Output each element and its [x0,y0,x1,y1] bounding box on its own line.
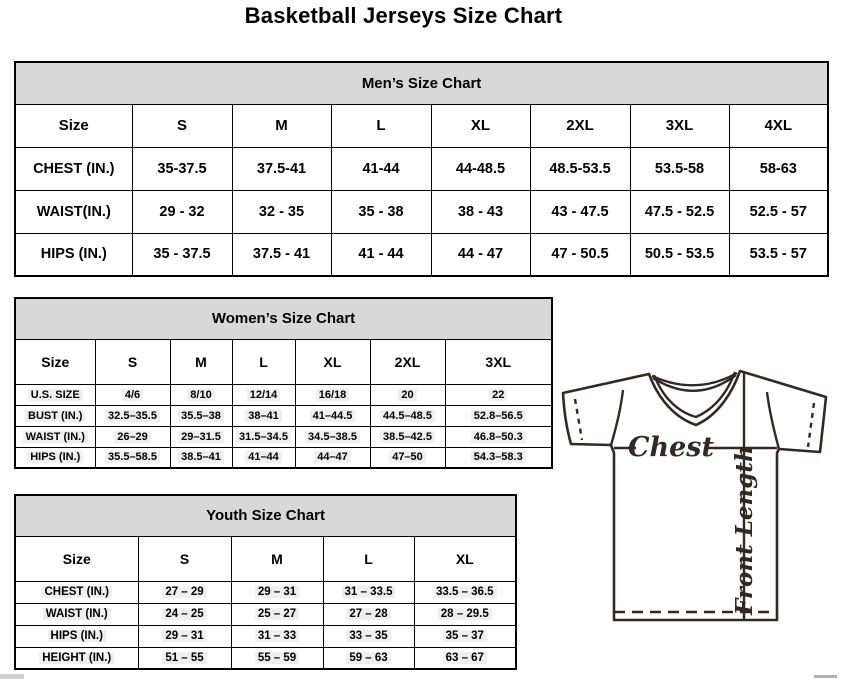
youth-data-row [15,647,516,669]
womens-row-label [15,447,95,468]
womens-value-cell [170,384,232,405]
youth-row-label [15,647,138,669]
mens-value-cell: 53.5-58 [630,147,729,190]
youth-cell-text: HEIGHT (IN.) [39,652,114,664]
mens-column-header: Size [15,104,132,147]
womens-column-header: 2XL [370,339,445,384]
mens-data-row [15,233,828,276]
youth-column-header: M [231,536,323,581]
womens-value-cell [232,447,295,468]
youth-cell-text: 28 – 29.5 [438,608,492,620]
mens-value-cell: 41-44 [331,147,431,190]
youth-value-cell [138,603,231,625]
womens-column-header: S [95,339,170,384]
mens-value-cell: 53.5 - 57 [729,233,828,276]
youth-cell-text: 35 – 37 [443,630,487,642]
youth-cell-text: 55 – 59 [255,652,299,664]
womens-data-row [15,426,552,447]
womens-value-cell [95,447,170,468]
womens-row-label [15,384,95,405]
youth-cell-text: HIPS (IN.) [48,630,106,642]
womens-data-row [15,447,552,468]
youth-cell-text: 29 – 31 [162,630,206,642]
womens-cell-text: 38.5–42.5 [380,431,435,443]
mens-table-title: Men’s Size Chart [15,62,828,104]
page-title: Basketball Jerseys Size Chart [244,3,563,28]
mens-column-header: 3XL [630,104,729,147]
youth-data-row [15,581,516,603]
womens-cell-text: 41–44 [245,451,282,463]
youth-cell-text: CHEST (IN.) [41,586,112,598]
womens-value-cell [445,426,552,447]
youth-cell-text: 59 – 63 [346,652,390,664]
womens-row-label [15,405,95,426]
youth-value-cell [414,625,516,647]
womens-value-cell [232,426,295,447]
womens-cell-text: 44–47 [314,451,351,463]
mens-column-header: 2XL [530,104,630,147]
womens-value-cell [370,447,445,468]
womens-cell-text: 26–29 [114,431,151,443]
mens-column-header: L [331,104,431,147]
womens-title-row [15,298,552,339]
mens-value-cell: 48.5-53.5 [530,147,630,190]
womens-cell-text: 38–41 [245,410,282,422]
mens-data-row [15,190,828,233]
youth-column-header: XL [414,536,516,581]
womens-cell-text: 44.5–48.5 [380,410,435,422]
mens-column-header: M [232,104,331,147]
mens-column-header: XL [431,104,530,147]
womens-cell-text: 46.8–50.3 [471,431,526,443]
womens-column-header: 3XL [445,339,552,384]
youth-value-cell [414,603,516,625]
womens-value-cell [232,384,295,405]
womens-value-cell [445,447,552,468]
youth-cell-text: 25 – 27 [255,608,299,620]
womens-cell-text: 29–31.5 [178,431,224,443]
womens-value-cell [170,426,232,447]
womens-column-header: M [170,339,232,384]
womens-cell-text: 32.5–35.5 [105,410,160,422]
bottom-left-fragment [0,674,24,679]
youth-cell-text: 31 – 33.5 [342,586,396,598]
mens-value-cell: 35 - 37.5 [132,233,232,276]
youth-row-label [15,603,138,625]
womens-cell-text: 47–50 [389,451,426,463]
youth-value-cell [323,603,414,625]
youth-size-table [14,494,517,670]
mens-value-cell: 43 - 47.5 [530,190,630,233]
youth-value-cell [138,647,231,669]
womens-value-cell [370,405,445,426]
womens-value-cell [370,384,445,405]
youth-value-cell [231,603,323,625]
womens-data-row [15,384,552,405]
womens-cell-text: 22 [489,389,507,401]
youth-cell-text: 27 – 29 [162,586,206,598]
mens-value-cell: 41 - 44 [331,233,431,276]
mens-row-label: CHEST (IN.) [15,147,132,190]
womens-cell-text: 54.3–58.3 [471,451,526,463]
youth-cell-text: 33.5 – 36.5 [433,586,497,598]
mens-value-cell: 52.5 - 57 [729,190,828,233]
womens-header-row [15,339,552,384]
womens-cell-text: 4/6 [122,389,143,401]
youth-value-cell [414,647,516,669]
womens-column-header: XL [295,339,370,384]
womens-cell-text: 20 [398,389,416,401]
collar-back-arc-lower [653,375,736,391]
youth-value-cell [323,625,414,647]
mens-header-row [15,104,828,147]
youth-data-row [15,625,516,647]
mens-value-cell: 35 - 38 [331,190,431,233]
mens-data-row [15,147,828,190]
youth-cell-text: 63 – 67 [443,652,487,664]
youth-cell-text: 33 – 35 [346,630,390,642]
womens-value-cell [95,405,170,426]
womens-value-cell [170,405,232,426]
womens-value-cell [95,384,170,405]
womens-size-table [14,297,553,469]
womens-cell-text: 16/18 [316,389,350,401]
youth-cell-text: 31 – 33 [255,630,299,642]
womens-cell-text: 31.5–34.5 [236,431,291,443]
womens-data-row [15,405,552,426]
womens-cell-text: 38.5–41 [178,451,224,463]
womens-cell-text: 35.5–38 [178,410,224,422]
mens-value-cell: 37.5-41 [232,147,331,190]
womens-value-cell [295,426,370,447]
mens-row-label: WAIST(IN.) [15,190,132,233]
youth-title-row [15,495,516,536]
mens-value-cell: 50.5 - 53.5 [630,233,729,276]
youth-value-cell [231,647,323,669]
mens-value-cell: 37.5 - 41 [232,233,331,276]
mens-title-row [15,62,828,104]
youth-data-row [15,603,516,625]
youth-value-cell [323,647,414,669]
jersey-outline [563,371,826,620]
mens-value-cell: 44-48.5 [431,147,530,190]
womens-cell-text: 8/10 [187,389,214,401]
mens-value-cell: 58-63 [729,147,828,190]
mens-row-label: HIPS (IN.) [15,233,132,276]
mens-column-header: 4XL [729,104,828,147]
womens-cell-text: 52.8–56.5 [471,410,526,422]
womens-cell-text: HIPS (IN.) [27,451,83,463]
womens-cell-text: 41–44.5 [310,410,356,422]
mens-value-cell: 38 - 43 [431,190,530,233]
youth-table-title: Youth Size Chart [15,495,516,536]
youth-cell-text: WAIST (IN.) [43,608,111,620]
womens-value-cell [445,384,552,405]
womens-cell-text: BUST (IN.) [25,410,85,422]
mens-size-table [14,61,829,277]
youth-cell-text: 27 – 28 [346,608,390,620]
youth-value-cell [414,581,516,603]
womens-table-title: Women’s Size Chart [15,298,552,339]
womens-value-cell [295,447,370,468]
youth-value-cell [138,625,231,647]
mens-value-cell: 35-37.5 [132,147,232,190]
womens-cell-text: WAIST (IN.) [23,431,88,443]
jersey-measurement-diagram [556,363,843,630]
womens-column-header: L [232,339,295,384]
womens-value-cell [370,426,445,447]
youth-row-label [15,625,138,647]
womens-cell-text: 35.5–58.5 [105,451,160,463]
bottom-right-fragment [814,675,837,678]
youth-cell-text: 51 – 55 [162,652,206,664]
youth-value-cell [323,581,414,603]
womens-cell-text: 34.5–38.5 [305,431,360,443]
youth-header-row [15,536,516,581]
womens-value-cell [295,405,370,426]
youth-value-cell [138,581,231,603]
youth-column-header: Size [15,536,138,581]
mens-value-cell: 47 - 50.5 [530,233,630,276]
womens-value-cell [445,405,552,426]
youth-column-header: L [323,536,414,581]
youth-cell-text: 24 – 25 [162,608,206,620]
chest-measure-label: Chest [628,432,714,463]
mens-value-cell: 32 - 35 [232,190,331,233]
youth-row-label [15,581,138,603]
mens-column-header: S [132,104,232,147]
womens-cell-text: 12/14 [247,389,281,401]
mens-value-cell: 29 - 32 [132,190,232,233]
womens-value-cell [295,384,370,405]
youth-cell-text: 29 – 31 [255,586,299,598]
mens-value-cell: 44 - 47 [431,233,530,276]
youth-column-header: S [138,536,231,581]
front-length-measure-label: Front Length [731,445,758,615]
mens-value-cell: 47.5 - 52.5 [630,190,729,233]
womens-value-cell [232,405,295,426]
womens-column-header: Size [15,339,95,384]
womens-value-cell [95,426,170,447]
youth-value-cell [231,625,323,647]
womens-value-cell [170,447,232,468]
womens-row-label [15,426,95,447]
youth-value-cell [231,581,323,603]
womens-cell-text: U.S. SIZE [28,389,83,401]
